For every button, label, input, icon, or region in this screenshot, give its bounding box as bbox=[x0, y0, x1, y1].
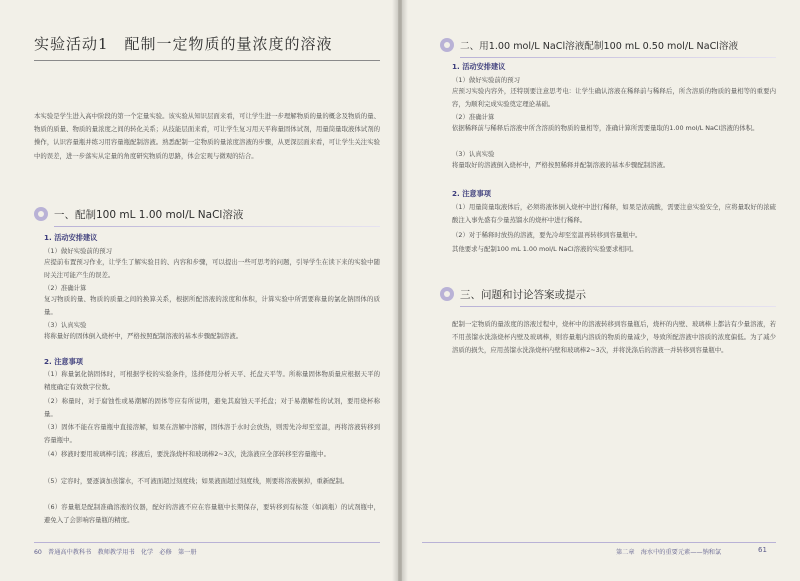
item-preview-label: （1）做好实验前的预习 bbox=[44, 247, 112, 255]
item-experiment-label: （3）认真实验 bbox=[44, 321, 87, 329]
item-preview-text: 应提前布置预习作业，让学生了解实验目的、内容和步骤，可以提出一些可思考的问题，引导学生在读下来的实验中随时关注可能产生的误差。 bbox=[44, 258, 380, 279]
section-2-underline bbox=[460, 57, 776, 58]
item-preview-label: （1）做好实验前的预习 bbox=[452, 76, 520, 84]
title-divider bbox=[34, 60, 380, 61]
note-1: （1）称量氯化钠固体时，可根据学校的实验条件，选择使用分析天平、托盘天平等。所称量固体物质量应根据天平的精度确定有效数字位数。 bbox=[44, 370, 380, 391]
subsection-activity: 1. 活动安排建议 bbox=[44, 233, 98, 242]
section-3-heading bbox=[440, 283, 586, 305]
section-bullet-icon bbox=[440, 38, 454, 52]
subsection-notes: 2. 注意事项 bbox=[452, 189, 491, 198]
section-1-underline bbox=[54, 226, 380, 227]
right-footer: 第二章 海水中的重要元素——钠和氯 bbox=[616, 549, 722, 556]
item-experiment-text: 将量取好的溶液倒入烧杯中，严格按照稀释并配制溶液的基本步骤配制溶液。 bbox=[452, 161, 670, 169]
left-page bbox=[0, 0, 398, 581]
note-4: （4）移液时要用玻璃棒引流；移液后，要洗涤烧杯和玻璃棒2~3次，洗涤液应全部转移至容量瓶中。 bbox=[44, 450, 330, 458]
subsection-activity: 1. 活动安排建议 bbox=[452, 62, 506, 71]
page-number: 61 bbox=[758, 546, 767, 554]
book-gutter bbox=[392, 0, 408, 581]
item-calc-label: （2）准确计算 bbox=[44, 284, 87, 292]
item-preview-text: 应预习实验内容外，还特别要注意思考电：让学生确认溶液在稀释前与稀释后，所含溶质的物质的量相等的重要内容，为顺利完成实验奠定理论基础。 bbox=[452, 87, 776, 108]
section-bullet-icon bbox=[440, 287, 454, 301]
section-3-title: 三、问题和讨论答案或提示 bbox=[460, 288, 586, 301]
note-3: 其他要求与配制100 mL 1.00 mol/L NaCl溶液的实验要求相同。 bbox=[452, 245, 638, 253]
note-2: （2）对于稀释时放热的溶液，要先冷却至室温再转移到容量瓶中。 bbox=[452, 231, 642, 239]
item-calc-label: （2）准确计算 bbox=[452, 113, 495, 121]
note-3: （3）固体不能在容量瓶中直接溶解，如果在溶解中溶解，固体溶于水时会放热，则需先冷却至室温，再将溶液转移到容量瓶中。 bbox=[44, 423, 380, 444]
section-3-underline bbox=[460, 306, 776, 307]
section-2-title: 二、用1.00 mol/L NaCl溶液配制100 mL 0.50 mol/L NaCl溶液 bbox=[460, 41, 739, 52]
intro-paragraph: 本实验是学生进入高中阶段的第一个定量实验。该实验从知识层面来看，可让学生进一步理解物质的量的概念及物质的量、物质的质量、物质的量浓度之间的转化关系；从技能层面来看，可让学生复习用天平称量固体试剂，用量筒量取液体试剂的操作，认识容量瓶并练习用容量瓶配制溶液。熟悉配制一定物质的量浓度溶液的步骤，从更深层面来看，可让学生关注实验中的误差，进一步落实从定量的角度研究物质的思路，体会宏观与微观的结合。 bbox=[34, 112, 380, 160]
item-experiment-text: 将称量好的固体倒入烧杯中，严格按照配制溶液的基本步骤配制溶液。 bbox=[44, 332, 243, 340]
footer-divider bbox=[422, 542, 776, 543]
right-page bbox=[402, 0, 800, 581]
item-calc-text: 复习物质的量、物质的质量之间的换算关系，根据所配溶液的浓度和体积，计算实验中所需要称量的氯化钠固体的质量。 bbox=[44, 295, 380, 316]
item-experiment-label: （3）认真实验 bbox=[452, 150, 495, 158]
section-bullet-icon bbox=[34, 207, 48, 221]
note-2: （2）称量时，对于腐蚀性或易潮解的固体等应有所说明，避免其腐蚀天平托盘；对于易潮解性的试剂，要用烧杯称量。 bbox=[44, 397, 380, 418]
section-2-heading bbox=[440, 34, 738, 56]
section-1-heading bbox=[34, 203, 243, 225]
chapter-title: 实验活动1 配制一定物质的量浓度的溶液 bbox=[34, 35, 333, 53]
subsection-notes: 2. 注意事项 bbox=[44, 357, 83, 366]
item-calc-text: 依据稀释前与稀释后溶液中所含溶质的物质的量相等，准确计算所需要量取的1.00 mol/L NaCl溶液的体积。 bbox=[452, 124, 759, 132]
note-1: （1）用量筒量取液体后，必须将液体倒入烧杯中进行稀释，如果是浓硫酸，需要注意实验安全，应将量取好的浓硫酸注入事先盛有少量蒸馏水的烧杯中进行稀释。 bbox=[452, 203, 776, 224]
footer-divider bbox=[34, 542, 380, 543]
note-5: （5）定容时，要逐滴加蒸馏水，不可液面超过刻度线；如果液面超过刻度线，则要将溶液倒掉，重新配制。 bbox=[44, 477, 349, 485]
section-3-text: 配制一定物质的量浓度的溶液过程中，烧杯中的溶液转移到容量瓶后，烧杯的内壁、玻璃棒上都沾有少量溶液，若不用蒸馏水洗涤烧杯内壁及玻璃棒，则容量瓶内溶质的物质的量减少，导致所配溶液中溶质的浓度偏低。为了减少溶质的损失，应用蒸馏水洗涤烧杯内壁和玻璃棒2~3次，并将洗涤后的溶液一并转移到容量瓶中。 bbox=[452, 320, 776, 354]
note-6: （6）容量瓶是配制准确溶液的仪器，配好的溶液不应在容量瓶中长期保存，要转移到有标签（如滴瓶）的试剂瓶中，避免入了会影响容量瓶的精度。 bbox=[44, 503, 380, 524]
section-1-title: 一、配制100 mL 1.00 mol/L NaCl溶液 bbox=[54, 208, 244, 221]
left-footer: 60 普通高中教科书 教师教学用书 化学 必修 第一册 bbox=[34, 549, 197, 556]
